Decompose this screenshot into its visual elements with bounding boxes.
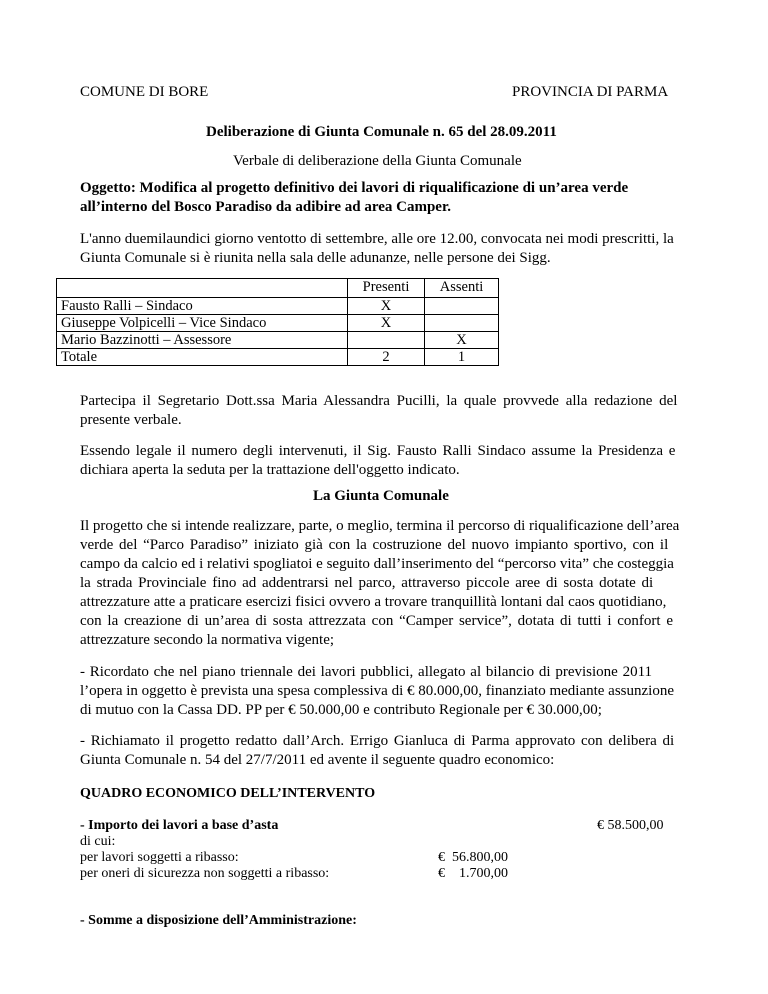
total-present: 2: [348, 349, 425, 366]
document-subtitle: Verbale di deliberazione della Giunta Comunale: [233, 153, 522, 169]
total-label: Totale: [57, 349, 348, 366]
intro-line-1: L'anno duemilaundici giorno ventotto di settembre, alle ore 12.00, convocata nei modi prescritti, la: [80, 231, 674, 247]
ricordato-line-1: - Ricordato che nel piano triennale dei lavori pubblici, allegato al bilancio di previsione 2011: [80, 664, 653, 680]
project-line-6: con la creazione di un’area di sosta attrezzata con “Camper service”, dotata di tutti i confort e: [80, 613, 673, 629]
attendance-header-present: Presenti: [348, 279, 425, 298]
qe-somme-label: - Somme a disposizione dell’Amministrazione:: [80, 913, 357, 928]
qe-sicurezza-label: per oneri di sicurezza non soggetti a ribasso:: [80, 866, 330, 881]
document-title: Deliberazione di Giunta Comunale n. 65 del 28.09.2011: [206, 124, 557, 140]
member-absent: [425, 298, 499, 315]
attendance-table: [56, 278, 499, 366]
attendance-row: [57, 298, 499, 315]
attendance-header-name: [57, 279, 348, 298]
member-name: Fausto Ralli – Sindaco: [57, 298, 348, 315]
attendance-header-row: [57, 279, 499, 298]
subject-line-2: all’interno del Bosco Paradiso da adibire ad area Camper.: [80, 199, 451, 215]
intro-line-2: Giunta Comunale si è riunita nella sala delle adunanze, nelle persone dei Sigg.: [80, 250, 551, 266]
project-line-5: attrezzature atte a praticare esercizi fisici ovvero a trovare tranquillità lontani dal caos quotidiano,: [80, 594, 667, 610]
secretary-line-1: Partecipa il Segretario Dott.ssa Maria Alessandra Pucilli, la quale provvede alla redazione del: [80, 393, 678, 409]
project-line-2: verde del “Parco Paradiso” iniziato già con la costruzione del nuovo impianto sportivo, con il: [80, 537, 669, 553]
qe-dicui: di cui:: [80, 834, 116, 849]
total-absent: 1: [425, 349, 499, 366]
member-name: Mario Bazzinotti – Assessore: [57, 332, 348, 349]
qe-lavori-label: - Importo dei lavori a base d’asta: [80, 818, 279, 833]
attendance-row: [57, 315, 499, 332]
member-present: X: [348, 315, 425, 332]
ricordato-line-3: di mutuo con la Cassa DD. PP per € 50.000,00 e contributo Regionale per € 30.000,00;: [80, 702, 602, 718]
member-present: X: [348, 298, 425, 315]
member-absent: [425, 315, 499, 332]
member-name: Giuseppe Volpicelli – Vice Sindaco: [57, 315, 348, 332]
subject-line-1: Oggetto: Modifica al progetto definitivo dei lavori di riqualificazione di un’area verde: [80, 180, 629, 196]
qe-ribasso-label: per lavori soggetti a ribasso:: [80, 850, 239, 865]
attendance-row: [57, 332, 499, 349]
project-line-3: campo da calcio ed i relativi spogliatoi e seguito dall’inserimento del “percorso vita” che costeggia: [80, 556, 674, 572]
qe-title: QUADRO ECONOMICO DELL’INTERVENTO: [80, 786, 376, 801]
richiamato-line-2: Giunta Comunale n. 54 del 27/7/2011 ed avente il seguente quadro economico:: [80, 752, 555, 768]
section-title: La Giunta Comunale: [313, 488, 449, 504]
project-line-1: Il progetto che si intende realizzare, parte, o meglio, termina il percorso di riqualificazione dell’area: [80, 518, 680, 534]
attendance-header-absent: Assenti: [425, 279, 499, 298]
quorum-line-2: dichiara aperta la seduta per la trattazione dell'oggetto indicato.: [80, 462, 460, 478]
attendance-total-row: [57, 349, 499, 366]
ricordato-line-2: l’opera in oggetto è prevista una spesa complessiva di € 80.000,00, finanziato mediante assunzione: [80, 683, 675, 699]
richiamato-line-1: - Richiamato il progetto redatto dall’Arch. Errigo Gianluca di Parma approvato con delibera di: [80, 733, 675, 749]
quorum-line-1: Essendo legale il numero degli intervenuti, il Sig. Fausto Ralli Sindaco assume la Presidenza e: [80, 443, 676, 459]
qe-sicurezza-value: € 1.700,00: [438, 866, 508, 881]
project-line-7: attrezzature secondo la normativa vigente;: [80, 632, 335, 648]
qe-lavori-total: € 58.500,00: [597, 818, 664, 833]
member-absent: X: [425, 332, 499, 349]
project-line-4: la strada Provinciale fino ad addentrarsi nel parco, attraverso piccole aree di sosta dotate di: [80, 575, 654, 591]
qe-ribasso-value: € 56.800,00: [438, 850, 508, 865]
member-present: [348, 332, 425, 349]
secretary-line-2: presente verbale.: [80, 412, 182, 428]
header-province: PROVINCIA DI PARMA: [512, 84, 669, 100]
header-municipality: COMUNE DI BORE: [80, 84, 209, 100]
